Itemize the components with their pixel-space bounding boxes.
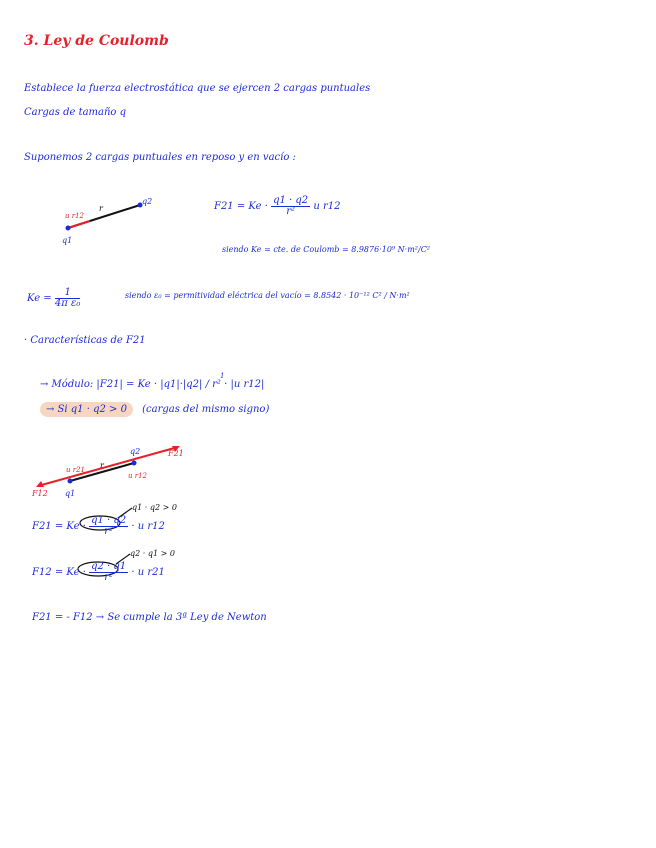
charge-q2-dot-2 — [132, 461, 137, 466]
equation-f21-lhs: F21 = Ke · — [32, 521, 86, 532]
diagram1-r-label: r — [99, 204, 103, 213]
diagram2-f21-label: F21 — [168, 449, 184, 458]
charge-q1-dot-1 — [66, 226, 71, 231]
diagram2-u12-label: u r12 — [128, 472, 147, 480]
sign-condition-note: (cargas del mismo signo) — [142, 404, 270, 415]
sign-condition-highlight: → Si q1 · q2 > 0 — [40, 402, 133, 417]
permittivity-text: siendo ε₀ = permitividad eléctrica del vacío = 8.8542 · 10⁻¹² C² / N·m² — [125, 291, 410, 300]
equation-f12-fraction — [89, 562, 128, 583]
unit-vector-arrow-1 — [68, 221, 90, 228]
equation-f12-note: q2 · q1 > 0 — [130, 549, 175, 558]
diagram2-q1-label: q1 — [65, 489, 76, 498]
intro-line-1: Establece la fuerza electrostática que se ejercen 2 cargas puntuales — [24, 83, 371, 94]
formula-f21-unit: u r12 — [313, 201, 341, 212]
ke-lhs: Ke = — [27, 293, 52, 304]
formula-f21-lhs: F21 = Ke · — [214, 201, 268, 212]
diagram1-q1-label: q1 — [62, 236, 73, 245]
force-line-2 — [38, 447, 178, 486]
modulo-exponent-note: 1 — [220, 372, 225, 380]
intro-line-2: Cargas de tamaño q — [24, 107, 127, 118]
modulo-line: → Módulo: |F21| = Ke · |q1|·|q2| / r² · |u r12| — [40, 379, 265, 390]
formula-f21-num: q1 · q2 — [273, 195, 309, 206]
equation-f21-fraction — [89, 516, 128, 537]
charge-q1-dot-2 — [68, 479, 73, 484]
formula-f21 — [214, 196, 340, 217]
ke-definition — [27, 288, 80, 309]
ke-fraction — [55, 288, 81, 309]
sign-condition — [40, 404, 269, 416]
equation-f21 — [32, 516, 165, 537]
diagram2-q2-label: q2 — [130, 447, 141, 456]
formula-f21-fraction — [271, 196, 310, 217]
equation-f12-lhs: F12 = Ke · — [32, 567, 86, 578]
formula-f21-den: r² — [286, 206, 296, 217]
page-title: 3. Ley de Coulomb — [24, 33, 169, 49]
newton-third-law: F21 = - F12 → Se cumple la 3ª Ley de Newton — [32, 612, 267, 623]
diagram2-u21-label: u r21 — [66, 466, 85, 474]
suppose-text: Suponemos 2 cargas puntuales en reposo y en vacío : — [24, 152, 296, 163]
equation-f21-den: r² — [104, 526, 114, 537]
features-title: · Características de F21 — [24, 335, 146, 346]
equation-f12-den: r² — [104, 572, 114, 583]
equation-f21-num: q1 · q2 — [91, 515, 127, 526]
diagram1-q2-label: q2 — [142, 197, 153, 206]
diagram2-f12-label: F12 — [32, 489, 48, 498]
coulomb-constant-text: siendo Ke = cte. de Coulomb = 8.9876·10⁹ N·m²/C² — [222, 245, 431, 254]
ke-num: 1 — [55, 288, 81, 299]
equation-f12 — [32, 562, 165, 583]
diagram1-unit-vector-label: u r12 — [65, 212, 84, 220]
equation-f12-unit: · u r21 — [131, 567, 165, 578]
ke-den: 4π ε₀ — [54, 298, 81, 309]
diagram2-r-label: r — [100, 461, 104, 470]
equation-f21-note: q1 · q2 > 0 — [132, 503, 177, 512]
equation-f21-unit: · u r12 — [131, 521, 165, 532]
equation-f12-num: q2 · q1 — [91, 561, 127, 572]
